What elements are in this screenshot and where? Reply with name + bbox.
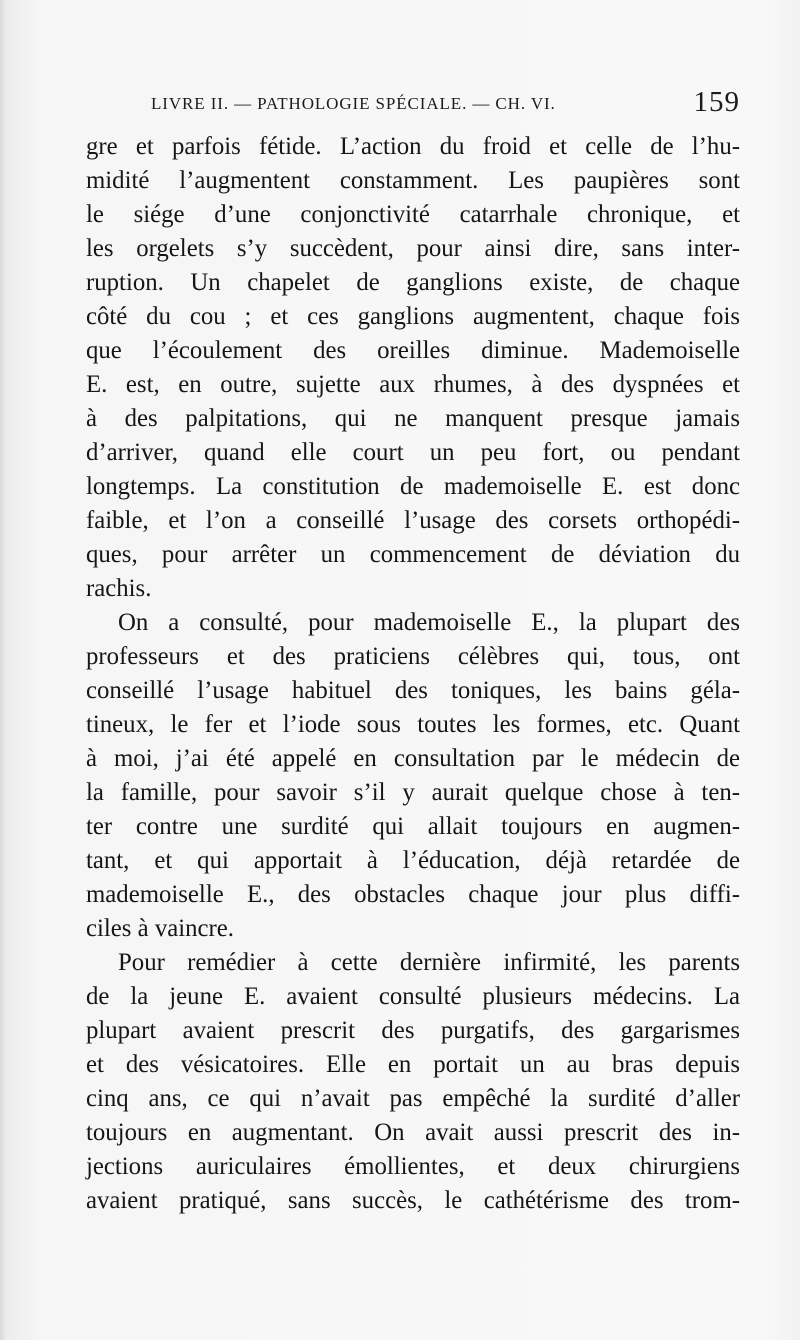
text-line: les orgelets s’y succèdent, pour ainsi dire, sans inter-	[86, 235, 740, 262]
text-line: professeurs et des praticiens célèbres qui, tous, ont	[86, 643, 740, 670]
page-header	[151, 86, 740, 126]
text-line: le siége d’une conjonctivité catarrhale chronique, et	[86, 201, 740, 228]
text-line: midité l’augmentent constamment. Les paupières sont	[86, 167, 740, 194]
text-line: de la jeune E. avaient consulté plusieurs médecins. La	[86, 983, 740, 1010]
text-line: E. est, en outre, sujette aux rhumes, à des dyspnées et	[86, 371, 740, 398]
paragraph-end-line: rachis.	[86, 575, 152, 602]
text-line: côté du cou ; et ces ganglions augmentent, chaque fois	[86, 303, 740, 330]
text-line: ruption. Un chapelet de ganglions existe, de chaque	[86, 269, 740, 296]
body-text	[86, 130, 740, 1218]
text-line: que l’écoulement des oreilles diminue. Mademoiselle	[86, 337, 740, 364]
text-line: à moi, j’ai été appelé en consultation par le médecin de	[86, 745, 740, 772]
text-line: d’arriver, quand elle court un peu fort, ou pendant	[86, 439, 740, 466]
page-number: 159	[693, 86, 740, 118]
text-line: longtemps. La constitution de mademoiselle E. est donc	[86, 473, 740, 500]
text-line: conseillé l’usage habituel des toniques, les bains géla-	[86, 677, 740, 704]
text-line: plupart avaient prescrit des purgatifs, des gargarismes	[86, 1017, 740, 1044]
paragraph-start-line: On a consulté, pour mademoiselle E., la plupart des	[118, 609, 740, 636]
text-line: avaient pratiqué, sans succès, le cathétérisme des trom-	[86, 1187, 740, 1214]
text-line: la famille, pour savoir s’il y aurait quelque chose à ten-	[86, 779, 740, 806]
text-line: toujours en augmentant. On avait aussi prescrit des in-	[86, 1119, 740, 1146]
paragraph-end-line: ciles à vaincre.	[86, 915, 235, 942]
text-line: mademoiselle E., des obstacles chaque jour plus diffi-	[86, 881, 740, 908]
paragraph-start-line: Pour remédier à cette dernière infirmité, les parents	[118, 949, 740, 976]
text-line: jections auriculaires émollientes, et deux chirurgiens	[86, 1153, 740, 1180]
text-line: ter contre une surdité qui allait toujours en augmen-	[86, 813, 740, 840]
text-line: à des palpitations, qui ne manquent presque jamais	[86, 405, 740, 432]
text-line: tineux, le fer et l’iode sous toutes les formes, etc. Quant	[86, 711, 740, 738]
text-line: faible, et l’on a conseillé l’usage des corsets orthopédi-	[86, 507, 740, 534]
text-line: tant, et qui apportait à l’éducation, déjà retardée de	[86, 847, 740, 874]
text-line: et des vésicatoires. Elle en portait un au bras depuis	[86, 1051, 740, 1078]
running-head: LIVRE II. — PATHOLOGIE SPÉCIALE. — CH. VI.	[151, 94, 556, 113]
text-line: ques, pour arrêter un commencement de déviation du	[86, 541, 740, 568]
text-line: cinq ans, ce qui n’avait pas empêché la surdité d’aller	[86, 1085, 740, 1112]
text-line: gre et parfois fétide. L’action du froid et celle de l’hu-	[86, 133, 740, 160]
